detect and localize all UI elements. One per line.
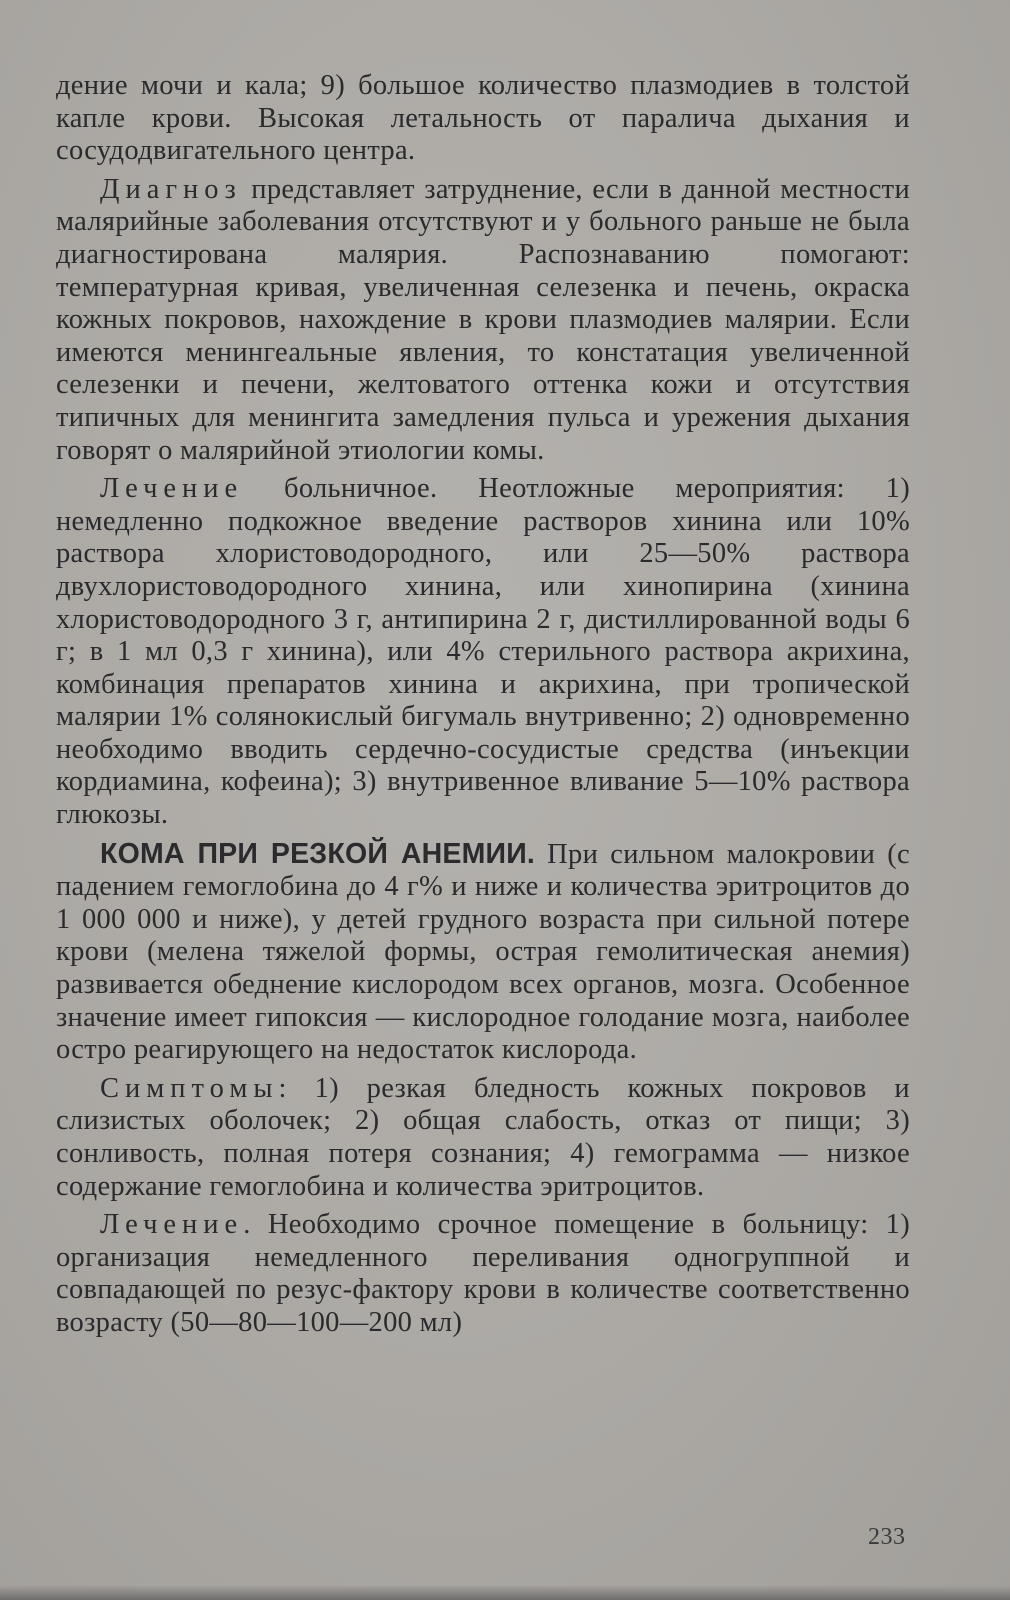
page-text (56, 70, 910, 1346)
page-number: 233 (868, 1524, 906, 1550)
paragraph-text: больничное. Неотложные мероприятия: 1) немедленно подкожное введение растворов хинина или 10% раствора хлористоводородного, или 25—50% раствора двухлористоводородного хинина, или хинопирина (хинина хлористоводородного 3 г, антипирина 2 г, дистиллированной воды 6 г; в 1 мл 0,3 г хинина), или 4% стерильного раствора акрихина, комбинация препаратов хинина и акрихина, при тропической малярии 1% солянокислый бигумаль внутривенно; 2) одновременно необходимо вводить сердечно-сосудистые средства (инъекции кордиамина, кофеина); 3) внутривенное вливание 5—10% раствора глюкозы. (56, 473, 910, 831)
paragraph-continuation (56, 70, 910, 168)
paragraph-lead-word: Симптомы (100, 1072, 279, 1104)
paragraph-lead-word: Лечение (100, 473, 244, 505)
paragraph-treatment (56, 473, 910, 832)
paragraph-lead-word: Диагноз (100, 173, 242, 205)
paragraph-anemia-coma (56, 838, 910, 1067)
section-heading: КОМА ПРИ РЕЗКОЙ АНЕМИИ. (100, 837, 536, 870)
paragraph-lead-word: Лечение (100, 1209, 244, 1241)
paragraph-text: : 1) резкая бледность кожных покровов и слизистых оболочек; 2) общая слабость, отказ от пищи; 3) сонливость, полная потеря сознания; 4) гемограмма — низкое содержание гемоглобина и количества эритроцитов. (56, 1072, 910, 1202)
paragraph-diagnosis (56, 174, 910, 467)
page-edge-shadow (0, 1586, 1010, 1600)
paragraph-treatment-anemia (56, 1209, 910, 1339)
paragraph-text: дение мочи и кала; 9) большое количество плазмодиев в толстой капле крови. Высокая летальность от паралича дыхания и сосудодвигательного центра. (56, 70, 910, 167)
paragraph-text: При сильном малокровии (с падением гемоглобина до 4 г% и ниже и количества эритроцитов до 1 000 000 и ниже), у детей грудного возраста при сильной потере крови (мелена тяжелой формы, острая гемолитическая анемия) развивается обеднение кислородом всех органов, мозга. Особенное значение имеет гипоксия — кислородное голодание мозга, наиболее остро реагирующего на недостаток кислорода. (56, 838, 910, 1066)
paragraph-text: представляет затруднение, если в данной местности малярийные заболевания отсутствуют и у больного раньше не была диагностирована малярия. Распознаванию помогают: температурная кривая, увеличенная селезенка и печень, окраска кожных покровов, нахождение в крови плазмодиев малярии. Если имеются менингеальные явления, то констатация увеличенной селезенки и печени, желтоватого оттенка кожи и отсутствия типичных для менингита замедления пульса и урежения дыхания говорят о малярийной этиологии комы. (56, 173, 910, 466)
paragraph-symptoms (56, 1073, 910, 1203)
paragraph-text: . Необходимо срочное помещение в больницу: 1) организация немедленного переливания одногруппной и совпадающей по резус-фактору крови в количестве соответственно возрасту (50—80—100—200 мл) (56, 1209, 910, 1338)
